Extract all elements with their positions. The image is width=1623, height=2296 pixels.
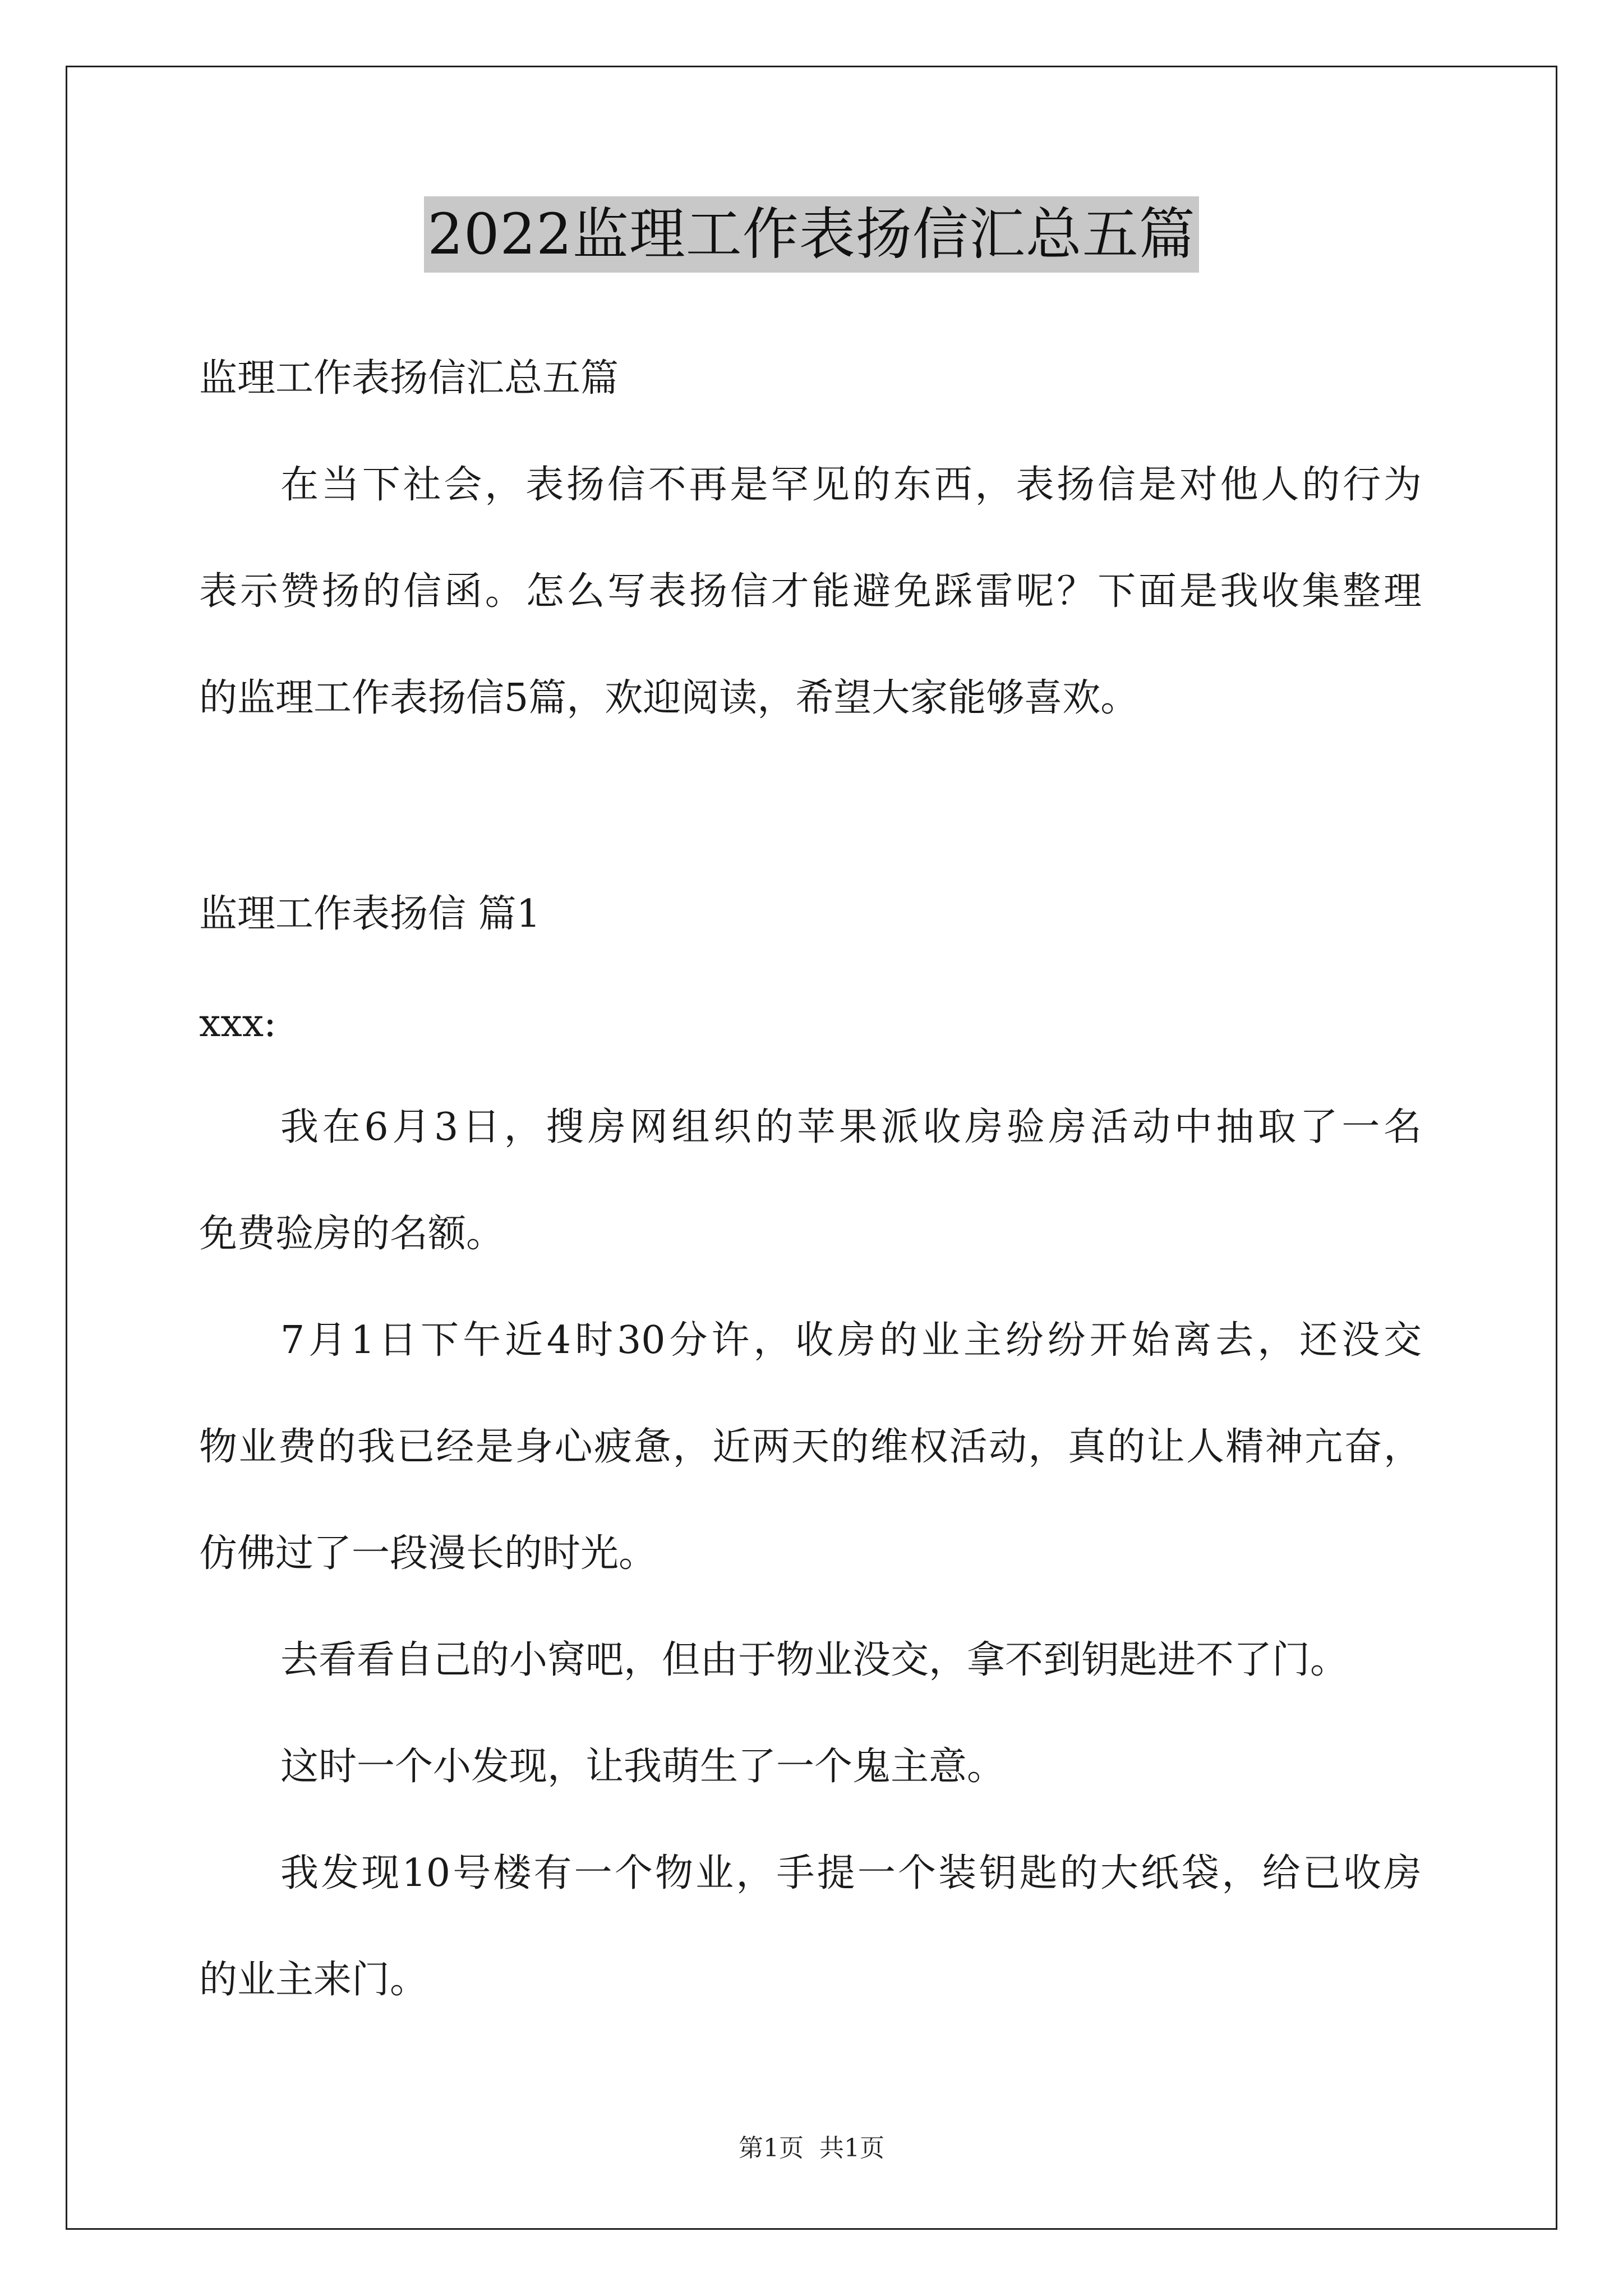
body-line-5: 仿佛过了一段漫长的时光。 [199, 1531, 657, 1576]
body-line-3: 7月1日下午近4时30分许，收房的业主纷纷开始离去，还没交 [280, 1318, 1422, 1363]
page-footer [0, 2132, 1623, 2165]
body-line-7: 这时一个小发现，让我萌生了一个鬼主意。 [280, 1745, 1006, 1789]
intro-line-3: 的监理工作表扬信5篇，欢迎阅读，希望大家能够喜欢。 [199, 676, 1139, 720]
document-subtitle: 监理工作表扬信汇总五篇 [199, 356, 619, 401]
title-container [0, 196, 1623, 273]
body-line-4: 物业费的我已经是身心疲惫，近两天的维权活动，真的让人精神亢奋， [199, 1425, 1422, 1469]
salutation: xxx: [199, 1001, 276, 1046]
intro-line-1: 在当下社会，表扬信不再是罕见的东西，表扬信是对他人的行为 [280, 463, 1422, 507]
page-number: 第1页 [739, 2134, 804, 2162]
document-title: 2022监理工作表扬信汇总五篇 [424, 196, 1199, 273]
body-line-2: 免费验房的名额。 [199, 1212, 505, 1256]
intro-line-2: 表示赞扬的信函。怎么写表扬信才能避免踩雷呢？下面是我收集整理 [199, 569, 1422, 614]
body-line-1: 我在6月3日，搜房网组织的苹果派收房验房活动中抽取了一名 [280, 1105, 1422, 1149]
page-total: 共1页 [819, 2134, 884, 2162]
body-line-8: 我发现10号楼有一个物业，手提一个装钥匙的大纸袋，给已收房 [280, 1851, 1422, 1895]
body-line-9: 的业主来门。 [199, 1958, 428, 2002]
body-line-6: 去看看自己的小窝吧，但由于物业没交，拿不到钥匙进不了门。 [280, 1638, 1349, 1682]
section-heading: 监理工作表扬信 篇1 [199, 892, 541, 936]
